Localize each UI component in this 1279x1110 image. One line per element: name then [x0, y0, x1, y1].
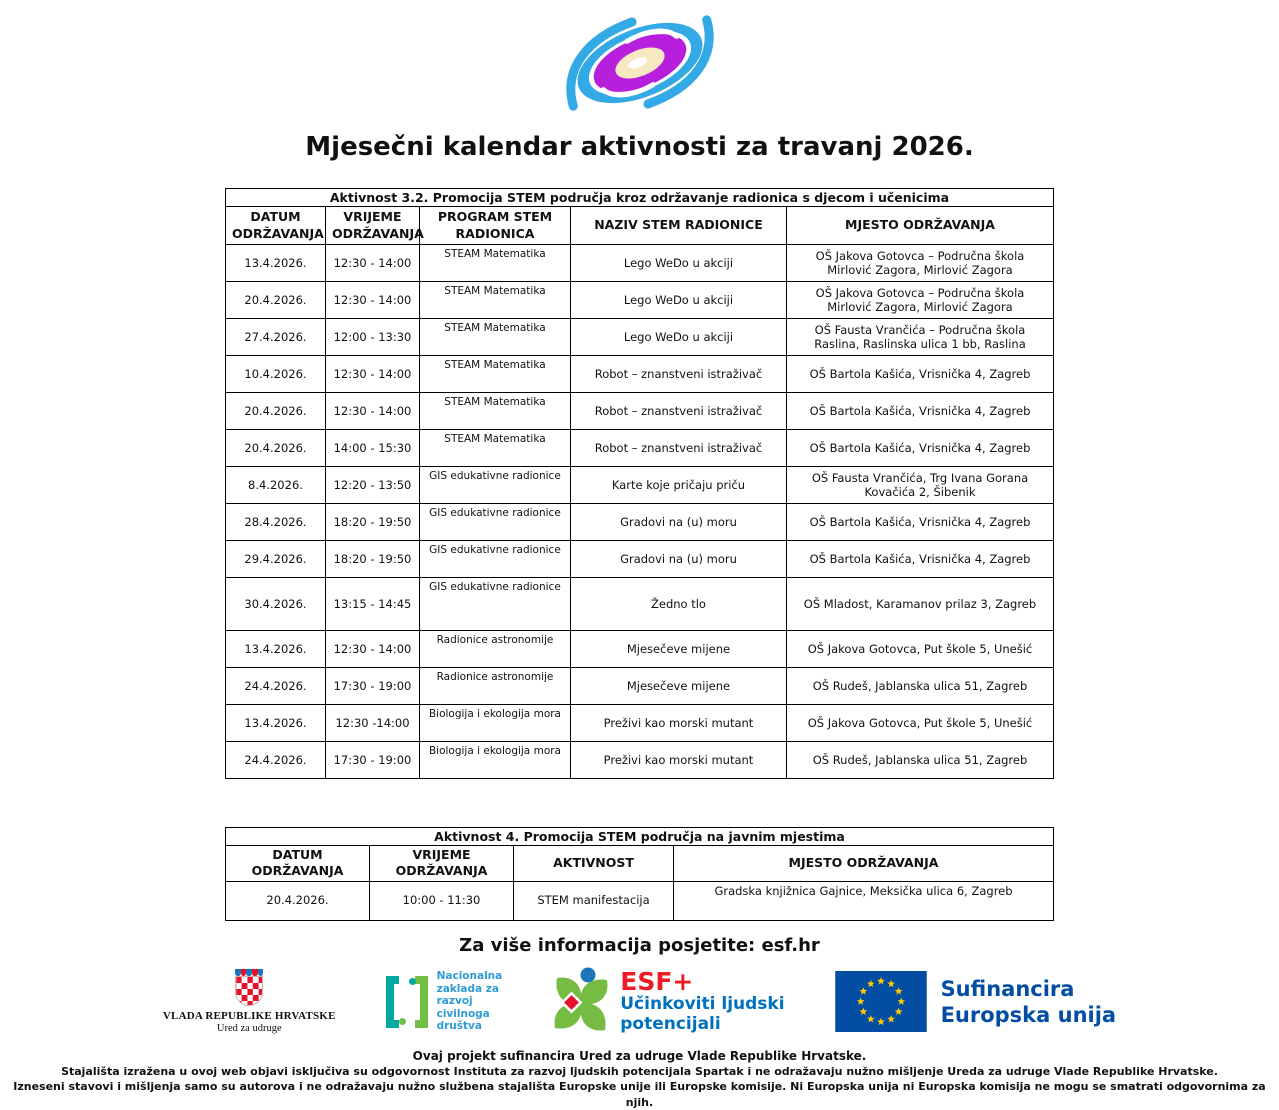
table-cell: 12:30 -14:00: [325, 705, 419, 742]
table-row: [225, 245, 1053, 282]
footer-line: Ovaj projekt sufinancira Ured za udruge Vlade Republike Hrvatske.: [0, 1048, 1279, 1064]
table-cell: GIS edukativne radionice: [419, 578, 570, 631]
table-row: [225, 282, 1053, 319]
column-header: VRIJEME ODRŽAVANJA: [325, 207, 419, 245]
table-cell: Gradovi na (u) moru: [570, 504, 786, 541]
table-cell: 20.4.2026.: [225, 393, 325, 430]
esf-label: [620, 969, 784, 1034]
table-row: [225, 356, 1053, 393]
table-cell: 17:30 - 19:00: [325, 668, 419, 705]
eu-logo: [835, 971, 1117, 1032]
table-cell: 18:20 - 19:50: [325, 541, 419, 578]
table-cell: Robot – znanstveni istraživač: [570, 356, 786, 393]
table-cell: Radionice astronomije: [419, 668, 570, 705]
table-cell: 13:15 - 14:45: [325, 578, 419, 631]
vlada-label: VLADA REPUBLIKE HRVATSKE: [163, 1010, 336, 1022]
esf-flower-icon: [552, 966, 610, 1038]
brackets-icon: [386, 973, 428, 1031]
table-cell: OŠ Rudeš, Jablanska ulica 51, Zagreb: [786, 742, 1053, 779]
public-events-table-caption: Aktivnost 4. Promocija STEM područja na javnim mjestima: [226, 828, 1054, 846]
vlada-sublabel: Ured za udruge: [217, 1023, 282, 1034]
table-cell: 13.4.2026.: [225, 631, 325, 668]
table-cell: OŠ Jakova Gotovca, Put škole 5, Unešić: [786, 705, 1053, 742]
table-cell: Preživi kao morski mutant: [570, 705, 786, 742]
table-cell: GIS edukativne radionice: [419, 467, 570, 504]
zaklada-logo: [386, 970, 503, 1033]
table-cell: 14:00 - 15:30: [325, 430, 419, 467]
eu-label: Sufinancira Europska unija: [941, 976, 1117, 1028]
table-header-row: [226, 846, 1054, 882]
table-cell: OŠ Rudeš, Jablanska ulica 51, Zagreb: [786, 668, 1053, 705]
table-cell: 10.4.2026.: [225, 356, 325, 393]
table-cell: OŠ Fausta Vrančića – Područna škola Raslina, Raslinska ulica 1 bb, Raslina: [786, 319, 1053, 356]
table-row: [225, 504, 1053, 541]
table-cell: Robot – znanstveni istraživač: [570, 430, 786, 467]
page-title: Mjesečni kalendar aktivnosti za travanj 2026.: [0, 132, 1279, 162]
table-cell: STEAM Matematika: [419, 393, 570, 430]
table-cell: 30.4.2026.: [225, 578, 325, 631]
table-cell: Gradska knjižnica Gajnice, Meksička ulica 6, Zagreb: [674, 881, 1054, 920]
table-cell: Žedno tlo: [570, 578, 786, 631]
table-cell: 12:30 - 14:00: [325, 282, 419, 319]
table-cell: 20.4.2026.: [226, 881, 370, 920]
footer-line: Stajališta izražena u ovoj web objavi isključiva su odgovornost Instituta za razvoj ljudskih potencijala Spartak i ne odražavaju nužno mišljenje Ureda za udruge Vlade Republike Hrvatske.: [0, 1064, 1279, 1080]
table-cell: STEAM Matematika: [419, 282, 570, 319]
table-cell: Lego WeDo u akciji: [570, 282, 786, 319]
vlada-logo: [163, 969, 336, 1034]
table-cell: 12:30 - 14:00: [325, 631, 419, 668]
table-cell: OŠ Jakova Gotovca – Područna škola Mirlović Zagora, Mirlović Zagora: [786, 245, 1053, 282]
column-header: DATUM ODRŽAVANJA: [225, 207, 325, 245]
partner-logos: [0, 964, 1279, 1040]
table-cell: GIS edukativne radionice: [419, 504, 570, 541]
table-row: [225, 430, 1053, 467]
table-caption-row: [225, 189, 1053, 207]
table-cell: 28.4.2026.: [225, 504, 325, 541]
table-row: [225, 319, 1053, 356]
coat-crown: [233, 969, 265, 976]
header-logo: [0, 0, 1279, 114]
croatian-coat-of-arms-icon: [233, 969, 265, 1006]
table-row: [225, 578, 1053, 631]
table-cell: Mjesečeve mijene: [570, 668, 786, 705]
table-cell: OŠ Mladost, Karamanov prilaz 3, Zagreb: [786, 578, 1053, 631]
column-header: PROGRAM STEM RADIONICA: [419, 207, 570, 245]
table-cell: 20.4.2026.: [225, 430, 325, 467]
table-cell: 12:20 - 13:50: [325, 467, 419, 504]
table-cell: Lego WeDo u akciji: [570, 245, 786, 282]
table-cell: OŠ Fausta Vrančića, Trg Ivana Gorana Kovačića 2, Šibenik: [786, 467, 1053, 504]
table-cell: Radionice astronomije: [419, 631, 570, 668]
table-cell: Robot – znanstveni istraživač: [570, 393, 786, 430]
spiral-galaxy-icon: [558, 12, 722, 114]
table-cell: Gradovi na (u) moru: [570, 541, 786, 578]
table-cell: OŠ Bartola Kašića, Vrisnička 4, Zagreb: [786, 356, 1053, 393]
footer-disclaimer: [0, 1048, 1279, 1110]
table-cell: 12:30 - 14:00: [325, 356, 419, 393]
table-cell: 10:00 - 11:30: [370, 881, 514, 920]
table-cell: Lego WeDo u akciji: [570, 319, 786, 356]
activities-table: [225, 188, 1054, 779]
activities-table-caption: Aktivnost 3.2. Promocija STEM područja kroz održavanje radionica s djecom i učenicima: [225, 189, 1053, 207]
table-cell: OŠ Bartola Kašića, Vrisnička 4, Zagreb: [786, 541, 1053, 578]
table-cell: Biologija i ekologija mora: [419, 742, 570, 779]
column-header: DATUM ODRŽAVANJA: [226, 846, 370, 882]
table-cell: 24.4.2026.: [225, 742, 325, 779]
table-row: [225, 541, 1053, 578]
footer-line: Izneseni stavovi i mišljenja samo su autorova i ne odražavaju nužno službena stajališta Europske unije ili Europske komisije. Ni Europska unija ni Europska komisija ne mogu se smatrati odgovornima za njih.: [0, 1079, 1279, 1110]
table-cell: 24.4.2026.: [225, 668, 325, 705]
table-cell: 18:20 - 19:50: [325, 504, 419, 541]
table-cell: Karte koje pričaju priču: [570, 467, 786, 504]
table-cell: 12:30 - 14:00: [325, 245, 419, 282]
table-header-row: [225, 207, 1053, 245]
table-row: [226, 881, 1054, 920]
table-row: [225, 393, 1053, 430]
column-header: MJESTO ODRŽAVANJA: [786, 207, 1053, 245]
public-events-table: [225, 827, 1054, 921]
table-cell: Biologija i ekologija mora: [419, 705, 570, 742]
esf-tagline-2: potencijali: [620, 1014, 784, 1034]
table-cell: STEAM Matematika: [419, 319, 570, 356]
table-cell: 29.4.2026.: [225, 541, 325, 578]
table-cell: Mjesečeve mijene: [570, 631, 786, 668]
table-row: [225, 742, 1053, 779]
table-cell: GIS edukativne radionice: [419, 541, 570, 578]
table-cell: OŠ Jakova Gotovca – Područna škola Mirlović Zagora, Mirlović Zagora: [786, 282, 1053, 319]
esf-tagline-1: Učinkoviti ljudski: [620, 994, 784, 1014]
table-cell: OŠ Bartola Kašića, Vrisnička 4, Zagreb: [786, 430, 1053, 467]
table-row: [225, 467, 1053, 504]
table-cell: 8.4.2026.: [225, 467, 325, 504]
table-row: [225, 705, 1053, 742]
table-cell: 27.4.2026.: [225, 319, 325, 356]
table-cell: STEAM Matematika: [419, 245, 570, 282]
table-row: [225, 631, 1053, 668]
table-cell: STEM manifestacija: [514, 881, 674, 920]
esf-brand: ESF+: [620, 969, 784, 994]
table-cell: 17:30 - 19:00: [325, 742, 419, 779]
table-caption-row: [226, 828, 1054, 846]
table-cell: OŠ Bartola Kašića, Vrisnička 4, Zagreb: [786, 393, 1053, 430]
table-cell: OŠ Bartola Kašića, Vrisnička 4, Zagreb: [786, 504, 1053, 541]
table-cell: Preživi kao morski mutant: [570, 742, 786, 779]
eu-flag-icon: [835, 971, 927, 1032]
table-cell: 12:30 - 14:00: [325, 393, 419, 430]
table-cell: 20.4.2026.: [225, 282, 325, 319]
column-header: AKTIVNOST: [514, 846, 674, 882]
esf-logo: [552, 966, 784, 1038]
table-row: [225, 668, 1053, 705]
table-cell: 13.4.2026.: [225, 705, 325, 742]
column-header: MJESTO ODRŽAVANJA: [674, 846, 1054, 882]
table-cell: 12:00 - 13:30: [325, 319, 419, 356]
column-header: NAZIV STEM RADIONICE: [570, 207, 786, 245]
info-text: Za više informacija posjetite: esf.hr: [0, 935, 1279, 956]
table-cell: STEAM Matematika: [419, 430, 570, 467]
coat-shield: [235, 976, 263, 1006]
column-header: VRIJEME ODRŽAVANJA: [370, 846, 514, 882]
zaklada-label: Nacionalna zaklada za razvoj civilnoga društva: [437, 970, 503, 1033]
table-cell: STEAM Matematika: [419, 356, 570, 393]
table-cell: OŠ Jakova Gotovca, Put škole 5, Unešić: [786, 631, 1053, 668]
table-cell: 13.4.2026.: [225, 245, 325, 282]
